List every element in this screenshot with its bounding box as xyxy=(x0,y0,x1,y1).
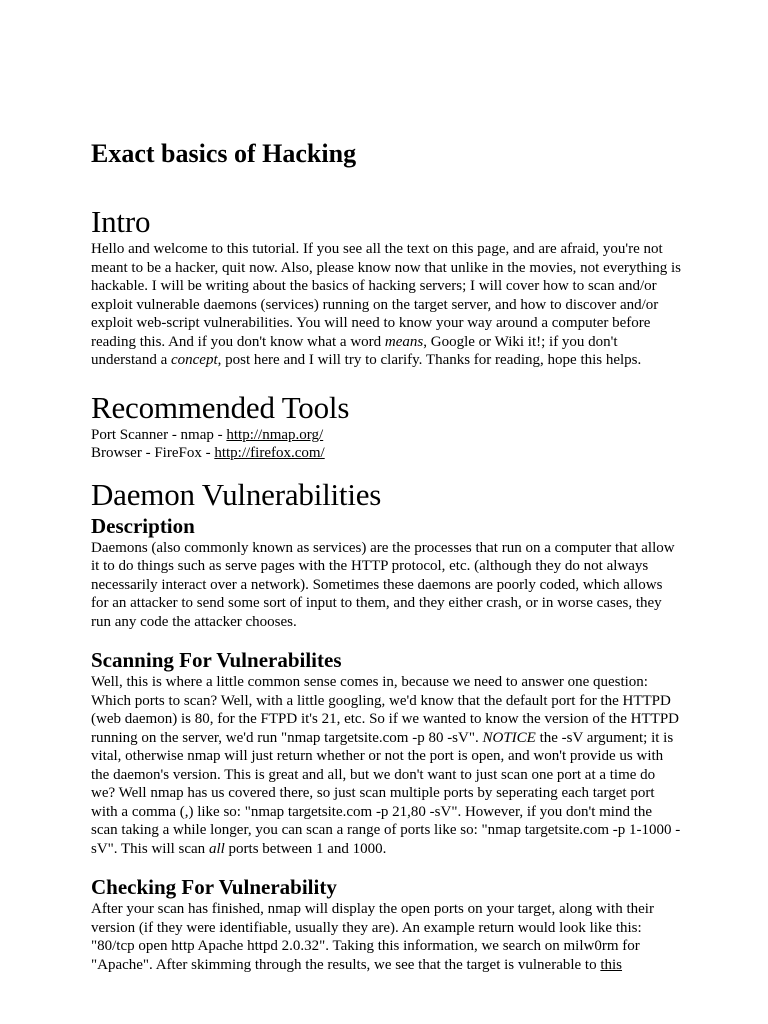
spacer xyxy=(91,463,681,477)
scanning-heading: Scanning For Vulnerabilites xyxy=(91,648,342,672)
nmap-link[interactable]: http://nmap.org/ xyxy=(226,426,324,443)
tools-heading: Recommended Tools xyxy=(91,389,350,425)
document-title: Exact basics of Hacking xyxy=(91,139,357,168)
checking-paragraph xyxy=(91,900,681,974)
description-heading: Description xyxy=(91,513,195,538)
scanning-text-1: Well, this is where a little common sense comes in, because we need to answer one question: Which ports to scan? Well, with a little googling, we'd know that the default port for the HTTPD (web daemon) is 80, for the FTPD it's 21, etc. So if we wanted to know the version of the HTTPD running on the server, we'd run "nmap targetsite.com -p 80 -sV". xyxy=(91,674,680,746)
intro-paragraph xyxy=(91,240,681,370)
spacer xyxy=(91,858,681,874)
tool-item-firefox xyxy=(91,444,681,463)
daemon-heading: Daemon Vulnerabilities xyxy=(91,476,382,512)
this-link[interactable]: this xyxy=(600,956,623,973)
spacer xyxy=(91,170,681,204)
scanning-emphasis-all: all xyxy=(208,840,225,857)
intro-emphasis-concept: concept xyxy=(170,352,218,368)
intro-text-2: , Google or Wiki it!; if you don't understand a xyxy=(91,333,618,368)
intro-heading: Intro xyxy=(91,204,151,239)
description-paragraph: Daemons (also commonly known as services) are the processes that run on a computer that allow it to do things such as serve pages with the HTTP protocol, etc. (although they do not always necessarily interact over a network). Sometimes these daemons are poorly coded, which allows for an attacker to send some sort of input to them, and they either crash, or in worse cases, they run any code the attacker chooses. xyxy=(91,539,675,630)
tool-label: Browser - FireFox - xyxy=(91,445,215,461)
scanning-text-2: the -sV argument; it is vital, otherwise nmap will just return whether or not the port is open, and won't provide us with the daemon's version. This is great and all, but we don't want to just scan one port at a time do we? Well nmap has us covered there, so just scan multiple ports by seperating each target port with a comma (,) like so: "nmap targetsite.com -p 21,80 -sV". However, if you don't mind the scan taking a while longer, you can scan a range of ports like so: "nmap targetsite.com -p 1-1000 -sV". This will scan xyxy=(91,729,681,857)
scanning-emphasis-notice: NOTICE xyxy=(482,729,536,746)
spacer xyxy=(91,370,681,390)
checking-heading: Checking For Vulnerability xyxy=(91,875,337,899)
checking-text-1: After your scan has finished, nmap will display the open ports on your target, along with their version (if they were identifiable, usually they are). An example return would look like this: "80/tcp open http Apache httpd 2.0.32". Taking this information, we search on milw0rm for "Apache". After skimming through the results, we see that the target is vulnerable to xyxy=(91,901,654,973)
intro-text-3: , post here and I will try to clarify. Thanks for reading, hope this helps. xyxy=(217,352,642,368)
tool-item-nmap xyxy=(91,426,681,445)
spacer xyxy=(91,631,681,647)
tool-label: Port Scanner - nmap - xyxy=(91,426,227,443)
scanning-paragraph xyxy=(91,673,681,858)
firefox-link[interactable]: http://firefox.com/ xyxy=(214,445,325,461)
intro-text-1: Hello and welcome to this tutorial. If you see all the text on this page, and are afraid, you're not meant to be a hacker, quit now. Also, please know now that unlike in the movies, not everything is hackable. I will be writing about the basics of hacking servers; I will cover how to scan and/or exploit vulnerable daemons (services) running on the target server, and how to discover and/or exploit web-script vulnerabilities. You will need to know your way around a computer before reading this. And if you don't know what a word xyxy=(91,241,681,350)
intro-emphasis-means: means xyxy=(384,333,424,350)
document-page xyxy=(91,138,681,974)
scanning-text-3: ports between 1 and 1000. xyxy=(224,840,387,857)
